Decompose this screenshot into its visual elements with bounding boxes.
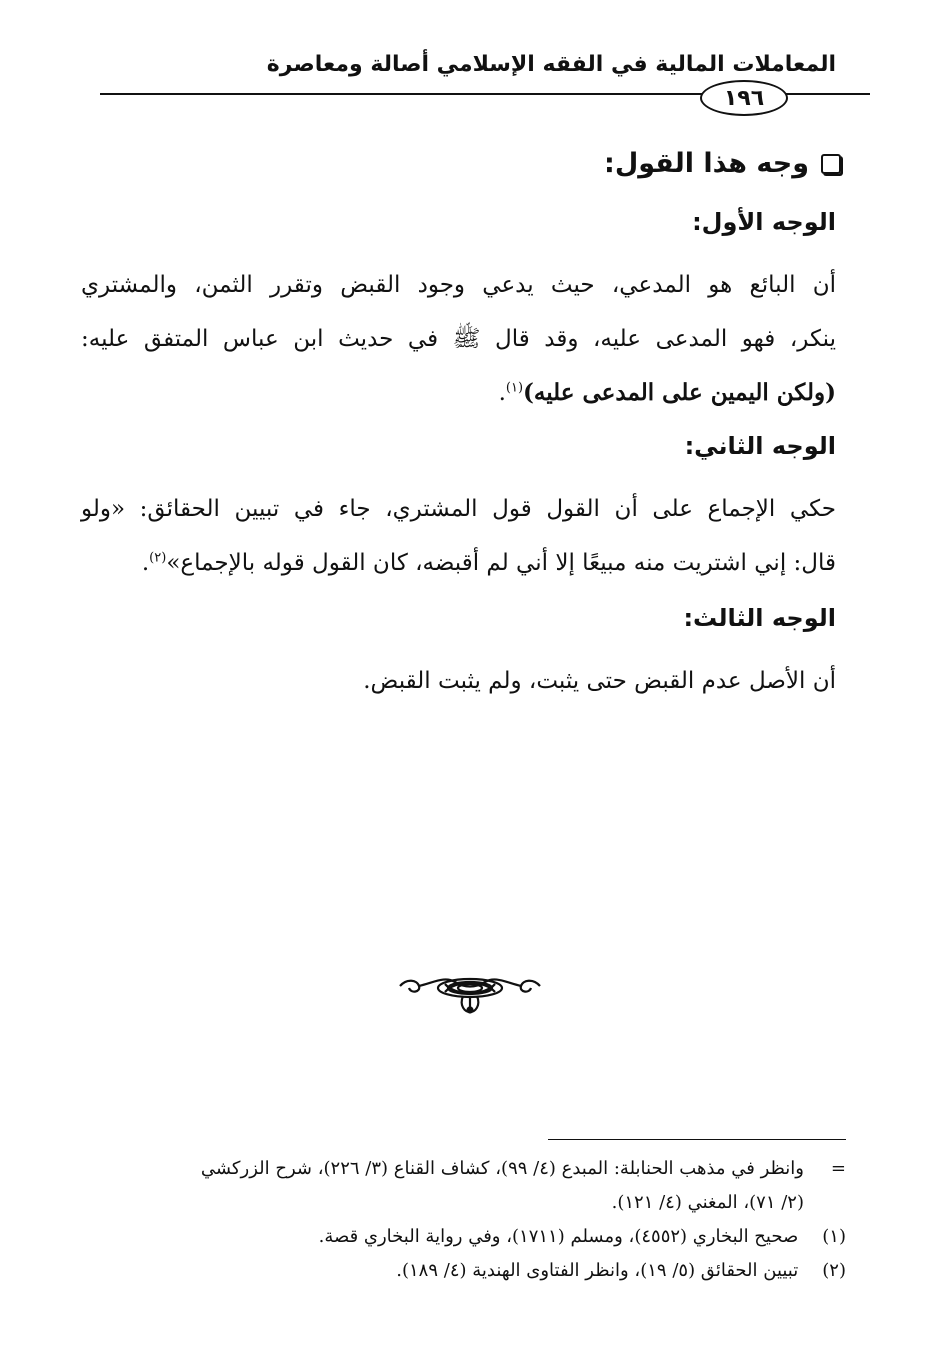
sentence-end: . bbox=[498, 380, 506, 406]
paragraph-line: ينكر، فهو المدعى عليه، وقد قال ﷺ في حديث ابن عباس المتفق عليه: bbox=[81, 326, 836, 352]
footnote-2 bbox=[76, 1254, 846, 1288]
running-header-title: المعاملات المالية في الفقه الإسلامي أصالة ومعاصرة bbox=[266, 52, 836, 77]
third-aspect-heading: الوجه الثالث: bbox=[683, 604, 836, 632]
section-heading bbox=[604, 148, 841, 179]
footnote-ref-2[interactable]: (٢) bbox=[149, 550, 167, 566]
sentence-end: . bbox=[141, 550, 150, 576]
first-aspect-heading: الوجه الأول: bbox=[692, 208, 836, 236]
paragraph-line: أن البائع هو المدعي، حيث يدعي وجود القبض وتقرر الثمن، والمشتري bbox=[81, 272, 836, 298]
paragraph-text: قال: إني اشتريت منه مبيعًا إلا أني لم أقبضه، كان القول قوله بالإجماع» bbox=[166, 550, 836, 576]
paragraph-line: حكي الإجماع على أن القول قول المشتري، جاء في تبيين الحقائق: «ولو bbox=[81, 496, 836, 522]
decorative-ornament-icon bbox=[395, 968, 545, 1018]
footnote-mark: (٢) bbox=[822, 1260, 846, 1281]
continuation-mark: = bbox=[830, 1158, 846, 1179]
footnote-mark: (١) bbox=[822, 1226, 846, 1247]
paragraph-line: أن الأصل عدم القبض حتى يثبت، ولم يثبت القبض. bbox=[363, 668, 836, 694]
section-heading-text: وجه هذا القول: bbox=[604, 148, 809, 179]
second-aspect-heading: الوجه الثاني: bbox=[684, 432, 836, 460]
second-aspect-paragraph bbox=[81, 482, 836, 590]
footnote-separator bbox=[548, 1139, 846, 1140]
footnote-text: تبيين الحقائق (٥/ ١٩)، وانظر الفتاوى الهندية (٤/ ١٨٩). bbox=[396, 1260, 799, 1281]
square-bullet-icon bbox=[821, 154, 841, 174]
first-aspect-paragraph bbox=[81, 258, 836, 420]
page-number: ١٩٦ bbox=[700, 80, 788, 116]
footnote-continued-line: (٢/ ٧١)، المغني (٤/ ١٢١). bbox=[611, 1192, 804, 1213]
third-aspect-paragraph bbox=[81, 654, 836, 708]
footnotes-block bbox=[76, 1152, 846, 1288]
footnote-ref-1[interactable]: (١) bbox=[505, 380, 524, 396]
footnote-1 bbox=[76, 1220, 846, 1254]
paragraph-line bbox=[81, 536, 836, 590]
hadith-quote: (ولكن اليمين على المدعى عليه) bbox=[523, 379, 836, 406]
footnote-text: صحيح البخاري (٤٥٥٢)، ومسلم (١٧١١)، وفي رواية البخاري قصة. bbox=[318, 1226, 799, 1247]
footnote-text: وانظر في مذهب الحنابلة: المبدع (٤/ ٩٩)، كشاف القناع (٣/ ٢٢٦)، شرح الزركشي bbox=[200, 1158, 804, 1179]
paragraph-line bbox=[81, 366, 836, 420]
footnote-continued bbox=[76, 1152, 846, 1186]
